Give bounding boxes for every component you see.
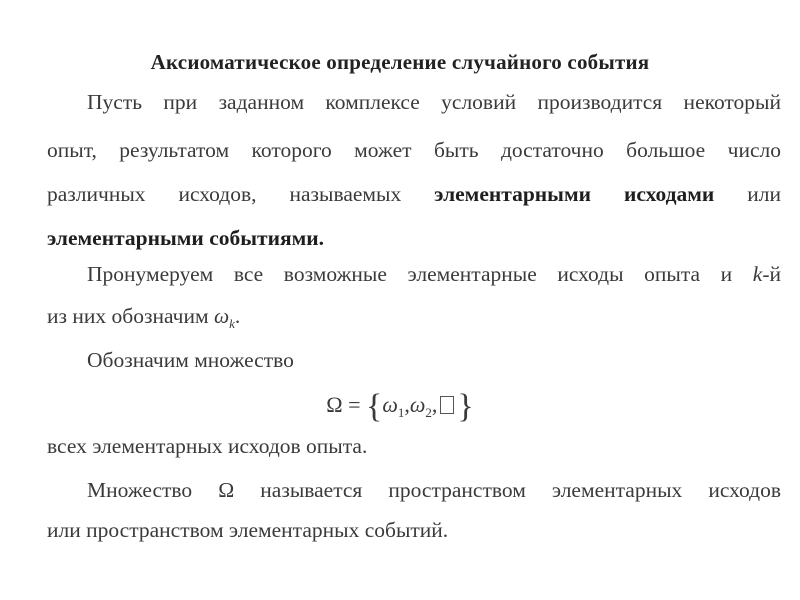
paragraph-4-line-2: или пространством элементарных событий.	[47, 518, 449, 542]
paragraph-2-line-1	[87, 264, 781, 286]
formula-omega-set	[0, 388, 800, 426]
formula-close-brace: }	[457, 388, 474, 425]
term-elementary-events: элементарными событиями.	[47, 226, 325, 250]
formula-omega-1: ω	[382, 392, 398, 417]
math-k: k	[752, 262, 763, 286]
formula-sub-2: 2	[425, 405, 432, 420]
formula-open-brace: {	[366, 388, 383, 425]
ellipsis-placeholder-icon	[440, 396, 454, 414]
paragraph-1-line-2: опыт, результатом которого может быть достаточно большое число	[47, 138, 781, 162]
text-segment: .	[234, 304, 241, 328]
text-segment: -й	[762, 262, 782, 286]
paragraph-1-line-4	[47, 228, 781, 250]
paragraph-3-line-2: всех элементарных исходов опыта.	[47, 434, 368, 458]
math-subscript-k: k	[229, 316, 235, 331]
page-title: Аксиоматическое определение случайного события	[150, 50, 650, 74]
term-outcomes: исходами	[623, 182, 715, 206]
formula-separator: ,	[404, 392, 410, 417]
formula-sub-1: 1	[397, 405, 405, 420]
paragraph-2-line-2	[47, 306, 781, 330]
paragraph-1-line-1: Пусть при заданном комплексе условий производится некоторый	[87, 90, 781, 114]
paragraph-3-line-1: Обозначим множество	[87, 348, 294, 372]
term-elementary: элементарными	[434, 182, 591, 206]
text-segment: или	[747, 182, 782, 206]
paragraph-4-line-1: Множество Ω называется пространством элементарных исходов	[87, 478, 781, 502]
math-omega: ω	[213, 304, 230, 328]
formula-omega-2: ω	[409, 392, 426, 417]
formula-separator: ,	[431, 392, 438, 417]
text-segment: различных исходов, называемых	[47, 182, 402, 206]
formula-lhs: Ω =	[326, 392, 361, 417]
text-segment: из них обозначим	[47, 304, 209, 328]
text-segment: Пронумеруем все возможные элементарные исходы опыта и	[87, 262, 733, 286]
paragraph-1-line-3	[47, 184, 781, 206]
